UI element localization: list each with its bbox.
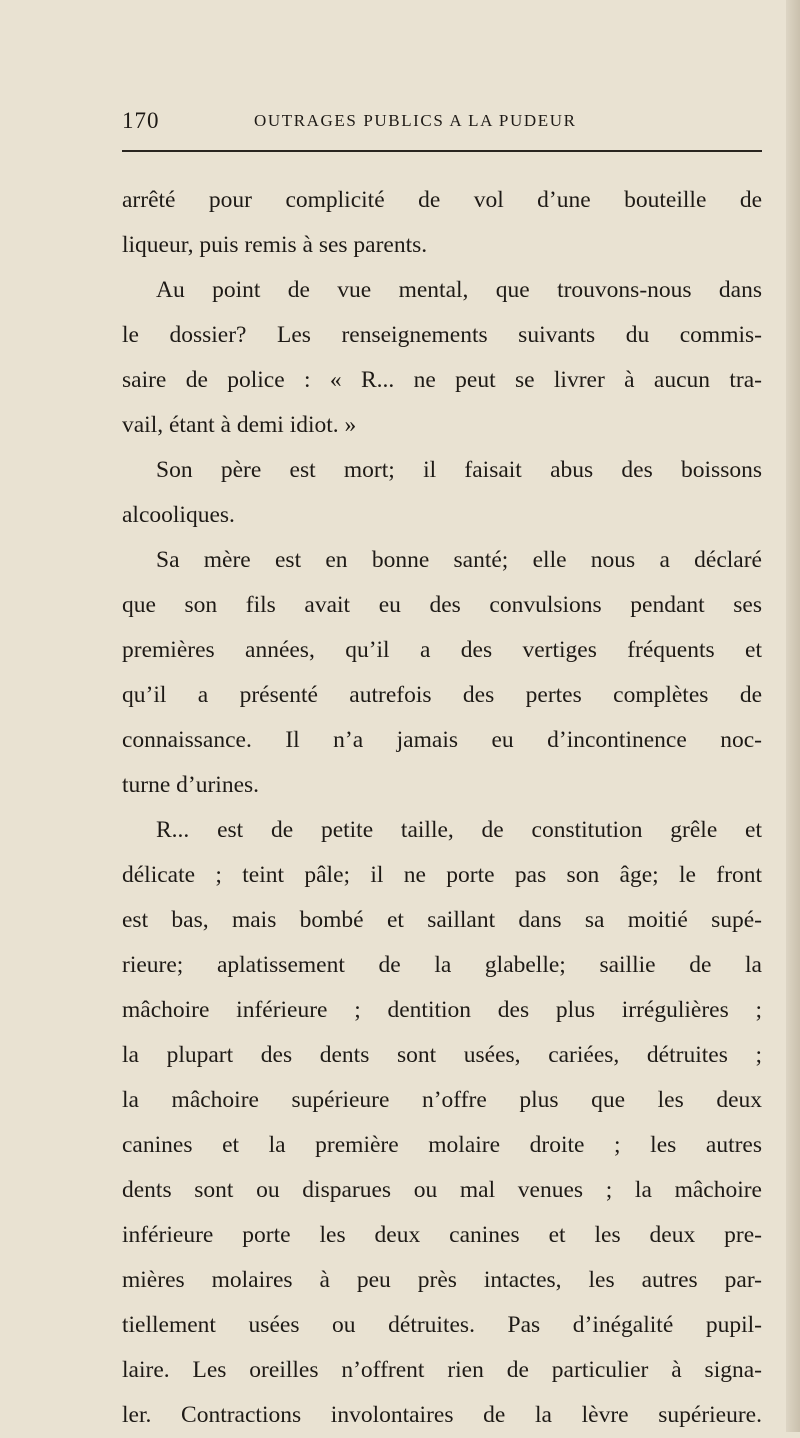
text-line: turne d’urines. xyxy=(122,772,260,798)
page-number: 170 xyxy=(122,108,160,133)
text-line: que son fils avait eu des convulsions pendant ses xyxy=(122,592,762,618)
text-line: la plupart des dents sont usées, cariées, détruites ; xyxy=(122,1042,762,1068)
text-line: liqueur, puis remis à ses parents. xyxy=(122,232,428,258)
text-line: saire de police : « R... ne peut se livrer à aucun tra- xyxy=(122,367,762,393)
body-text xyxy=(122,178,762,1438)
running-title: OUTRAGES PUBLICS A LA PUDEUR xyxy=(254,111,577,130)
text-line: Au point de vue mental, que trouvons-nous dans xyxy=(156,277,762,303)
page-header xyxy=(122,108,760,138)
text-line: ler. Contractions involontaires de la lèvre supérieure. xyxy=(122,1402,762,1428)
text-line: mâchoire inférieure ; dentition des plus irrégulières ; xyxy=(122,997,762,1023)
text-line: Son père est mort; il faisait abus des boissons xyxy=(156,457,762,483)
text-line: le dossier? Les renseignements suivants du commis- xyxy=(122,322,762,348)
text-line: inférieure porte les deux canines et les deux pre- xyxy=(122,1222,762,1248)
text-line: laire. Les oreilles n’offrent rien de particulier à signa- xyxy=(122,1357,762,1383)
text-line: alcooliques. xyxy=(122,502,235,528)
text-line: rieure; aplatissement de la glabelle; saillie de la xyxy=(122,952,762,978)
text-line: canines et la première molaire droite ; les autres xyxy=(122,1132,762,1158)
text-line: délicate ; teint pâle; il ne porte pas son âge; le front xyxy=(122,862,762,888)
text-line: dents sont ou disparues ou mal venues ; la mâchoire xyxy=(122,1177,762,1203)
text-line: tiellement usées ou détruites. Pas d’inégalité pupil- xyxy=(122,1312,762,1338)
text-line: la mâchoire supérieure n’offre plus que les deux xyxy=(122,1087,762,1113)
text-line: connaissance. Il n’a jamais eu d’incontinence noc- xyxy=(122,727,762,753)
text-line: qu’il a présenté autrefois des pertes complètes de xyxy=(122,682,762,708)
text-line: arrêté pour complicité de vol d’une bouteille de xyxy=(122,187,762,213)
text-line: mières molaires à peu près intactes, les autres par- xyxy=(122,1267,762,1293)
text-line: premières années, qu’il a des vertiges fréquents et xyxy=(122,637,762,663)
text-line: est bas, mais bombé et saillant dans sa moitié supé- xyxy=(122,907,762,933)
text-line: R... est de petite taille, de constitution grêle et xyxy=(156,817,762,843)
header-rule xyxy=(122,150,762,152)
text-line: Sa mère est en bonne santé; elle nous a déclaré xyxy=(156,547,762,573)
page-edge xyxy=(786,0,800,1432)
text-line: vail, étant à demi idiot. » xyxy=(122,412,357,438)
